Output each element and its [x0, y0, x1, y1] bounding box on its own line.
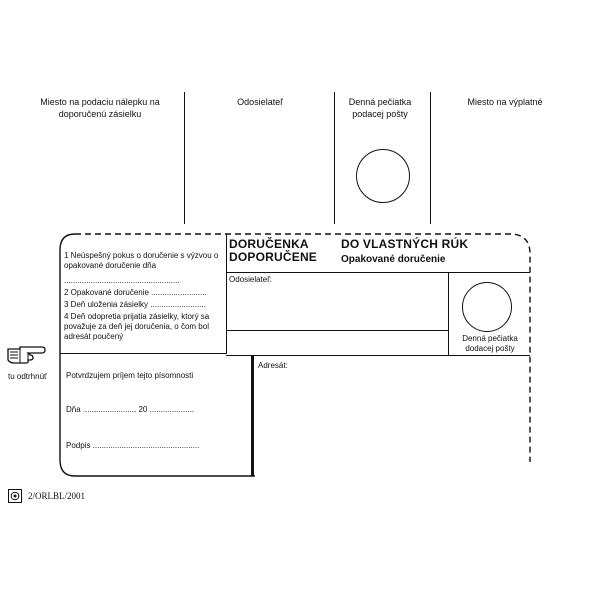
addressee-label: Adresát: — [258, 361, 288, 370]
item-1: 1 Neúspešný pokus o doručenie s výzvou o opakované doručenie dňa — [64, 251, 219, 270]
form-code: 2/ORLBL/2001 — [28, 491, 86, 501]
top-label-sticker: Miesto na podaciu nálepku na doporučenú zásielku — [40, 97, 160, 119]
item-4: 4 Deň odopretia prijatia zásielky, ktorý sa považuje za deň jej doručenia, o čom bol adresát poučený — [64, 312, 210, 341]
pointing-hand-icon — [6, 343, 46, 365]
center-bottom-line — [226, 355, 530, 356]
delivery-stamp-label: Denná pečiatka dodacej pošty — [462, 334, 518, 353]
top-label-sender: Odosielateľ — [237, 97, 283, 107]
top-label-postage: Miesto na výplatné — [467, 97, 543, 107]
sender-divider — [226, 330, 448, 331]
tear-off-label: tu odtrhnúť — [8, 372, 48, 381]
title-registered: DOPORUČENE — [229, 250, 318, 264]
sender-label: Odosielateľ: — [229, 275, 272, 284]
confirm-text: Potvrdzujem príjem tejto písomnosti — [66, 371, 194, 380]
item-1-dots: .................................................... — [64, 276, 180, 285]
stamp-area-divider — [448, 272, 449, 355]
item-2: 2 Opakované doručenie ......................... — [64, 288, 207, 297]
post-horn-logo-icon — [8, 489, 22, 503]
item-3: 3 Deň uloženia zásielky ......................... — [64, 300, 206, 309]
addressee-divider — [251, 355, 254, 476]
signature-line: Podpis ................................................ — [66, 441, 200, 450]
title-own-hands: DO VLASTNÝCH RÚK — [341, 237, 469, 251]
top-label-post-stamp: Denná pečiatka podacej pošty — [348, 97, 412, 119]
left-center-divider — [226, 234, 227, 354]
title-receipt: DORUČENKA — [229, 237, 309, 251]
delivery-stamp-circle — [462, 282, 512, 332]
left-panel-divider — [60, 353, 226, 354]
title-repeated-delivery: Opakované doručenie — [341, 254, 446, 265]
date-line: Dňa ........................ 20 .................... — [66, 405, 195, 414]
title-underline — [226, 272, 530, 273]
